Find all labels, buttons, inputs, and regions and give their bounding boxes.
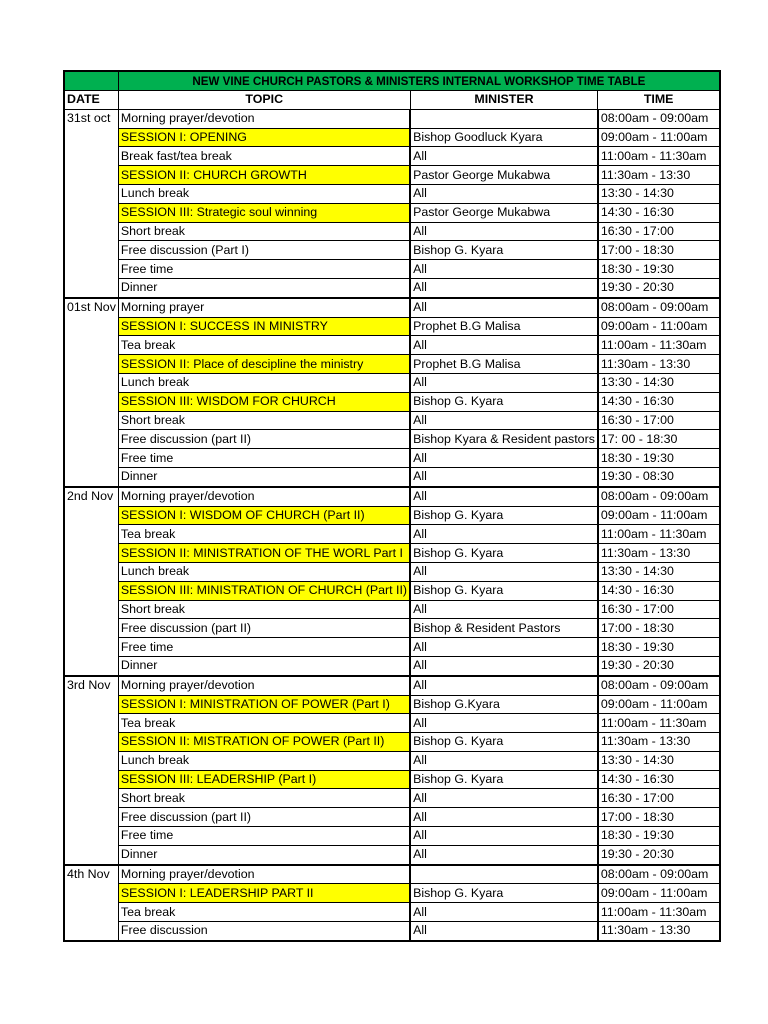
date-cell[interactable] [64, 656, 118, 675]
minister-cell[interactable]: All [410, 260, 598, 279]
time-cell[interactable]: 11:00am - 11:30am [598, 336, 720, 355]
table-row [64, 619, 720, 638]
topic-cell[interactable]: Tea break [118, 903, 410, 922]
minister-cell[interactable]: All [410, 222, 598, 241]
topic-cell[interactable]: Dinner [118, 467, 410, 486]
topic-cell[interactable]: Morning prayer [118, 298, 410, 317]
date-cell[interactable] [64, 203, 118, 222]
date-cell[interactable] [64, 392, 118, 411]
date-cell[interactable] [64, 241, 118, 260]
time-cell[interactable]: 13:30 - 14:30 [598, 184, 720, 203]
time-cell[interactable]: 09:00am - 11:00am [598, 506, 720, 525]
minister-cell[interactable] [410, 865, 598, 884]
date-cell[interactable] [64, 845, 118, 864]
topic-cell[interactable]: Free time [118, 638, 410, 657]
table-row [64, 827, 720, 846]
minister-cell[interactable]: Bishop G. Kyara [410, 770, 598, 789]
date-cell[interactable]: 4th Nov [64, 865, 118, 884]
date-cell[interactable] [64, 147, 118, 166]
table-row [64, 317, 720, 336]
topic-cell[interactable]: Short break [118, 411, 410, 430]
topic-cell[interactable]: SESSION II: MINISTRATION OF THE WORL Part I [118, 544, 410, 563]
topic-cell[interactable]: Dinner [118, 845, 410, 864]
date-cell[interactable] [64, 808, 118, 827]
date-cell[interactable] [64, 467, 118, 486]
minister-cell[interactable]: Pastor George Mukabwa [410, 203, 598, 222]
topic-cell[interactable]: Short break [118, 222, 410, 241]
minister-cell[interactable]: All [410, 184, 598, 203]
table-row [64, 411, 720, 430]
topic-cell[interactable]: SESSION I: WISDOM OF CHURCH (Part II) [118, 506, 410, 525]
time-cell[interactable]: 19:30 - 20:30 [598, 278, 720, 297]
time-cell[interactable]: 19:30 - 08:30 [598, 467, 720, 486]
minister-cell[interactable]: All [410, 562, 598, 581]
minister-cell[interactable]: All [410, 638, 598, 657]
time-cell[interactable]: 16:30 - 17:00 [598, 411, 720, 430]
topic-cell[interactable]: Morning prayer/devotion [118, 865, 410, 884]
minister-cell[interactable]: Bishop Goodluck Kyara [410, 128, 598, 147]
time-cell[interactable]: 08:00am - 09:00am [598, 865, 720, 884]
table-row [64, 733, 720, 752]
minister-cell[interactable]: All [410, 827, 598, 846]
minister-cell[interactable]: Bishop Kyara & Resident pastors [410, 430, 598, 449]
topic-cell[interactable]: SESSION III: MINISTRATION OF CHURCH (Part II) [118, 581, 410, 600]
table-row [64, 714, 720, 733]
table-row [64, 544, 720, 563]
time-cell[interactable]: 16:30 - 17:00 [598, 789, 720, 808]
topic-cell[interactable]: Morning prayer/devotion [118, 487, 410, 506]
time-cell[interactable]: 11:30am - 13:30 [598, 166, 720, 185]
time-cell[interactable]: 14:30 - 16:30 [598, 203, 720, 222]
date-cell[interactable] [64, 128, 118, 147]
topic-cell[interactable]: SESSION I: SUCCESS IN MINISTRY [118, 317, 410, 336]
time-cell[interactable]: 17: 00 - 18:30 [598, 430, 720, 449]
minister-cell[interactable]: Bishop G.Kyara [410, 695, 598, 714]
time-cell[interactable]: 17:00 - 18:30 [598, 241, 720, 260]
topic-cell[interactable]: SESSION II: CHURCH GROWTH [118, 166, 410, 185]
table-row [64, 166, 720, 185]
topic-cell[interactable]: Lunch break [118, 562, 410, 581]
table-row [64, 808, 720, 827]
topic-cell[interactable]: Morning prayer/devotion [118, 109, 410, 128]
minister-cell[interactable]: Bishop G. Kyara [410, 733, 598, 752]
topic-cell[interactable]: SESSION III: Strategic soul winning [118, 203, 410, 222]
minister-cell[interactable]: All [410, 147, 598, 166]
time-cell[interactable]: 09:00am - 11:00am [598, 317, 720, 336]
table-row [64, 184, 720, 203]
table-row [64, 487, 720, 506]
date-cell[interactable] [64, 373, 118, 392]
minister-cell[interactable]: All [410, 298, 598, 317]
topic-cell[interactable]: Free discussion (part II) [118, 619, 410, 638]
time-cell[interactable]: 08:00am - 09:00am [598, 676, 720, 695]
title-row [64, 71, 720, 91]
date-cell[interactable] [64, 827, 118, 846]
date-cell[interactable]: 01st Nov [64, 298, 118, 317]
date-cell[interactable] [64, 544, 118, 563]
topic-cell[interactable]: Morning prayer/devotion [118, 676, 410, 695]
date-cell[interactable]: 2nd Nov [64, 487, 118, 506]
table-row [64, 903, 720, 922]
table-row [64, 109, 720, 128]
table-row [64, 525, 720, 544]
header-date[interactable]: DATE [64, 91, 118, 110]
time-cell[interactable]: 18:30 - 19:30 [598, 449, 720, 468]
date-cell[interactable] [64, 751, 118, 770]
table-row [64, 676, 720, 695]
minister-cell[interactable]: Bishop G. Kyara [410, 241, 598, 260]
topic-cell[interactable]: Lunch break [118, 751, 410, 770]
topic-cell[interactable]: SESSION I: OPENING [118, 128, 410, 147]
minister-cell[interactable]: Prophet B.G Malisa [410, 317, 598, 336]
topic-cell[interactable]: Lunch break [118, 184, 410, 203]
time-cell[interactable]: 14:30 - 16:30 [598, 392, 720, 411]
minister-cell[interactable]: All [410, 789, 598, 808]
topic-cell[interactable]: Short break [118, 600, 410, 619]
header-topic[interactable]: TOPIC [118, 91, 410, 110]
time-cell[interactable]: 13:30 - 14:30 [598, 751, 720, 770]
table-row [64, 222, 720, 241]
date-cell[interactable] [64, 317, 118, 336]
topic-cell[interactable]: SESSION I: MINISTRATION OF POWER (Part I) [118, 695, 410, 714]
minister-cell[interactable]: All [410, 903, 598, 922]
date-cell[interactable] [64, 166, 118, 185]
table-row [64, 298, 720, 317]
topic-cell[interactable]: SESSION I: LEADERSHIP PART II [118, 884, 410, 903]
date-cell[interactable] [64, 770, 118, 789]
date-cell[interactable] [64, 733, 118, 752]
topic-cell[interactable]: SESSION II: Place of descipline the ministry [118, 355, 410, 374]
table-row [64, 336, 720, 355]
minister-cell[interactable]: Bishop G. Kyara [410, 544, 598, 563]
minister-cell[interactable]: All [410, 278, 598, 297]
date-cell[interactable] [64, 260, 118, 279]
time-cell[interactable]: 19:30 - 20:30 [598, 656, 720, 675]
time-cell[interactable]: 11:00am - 11:30am [598, 147, 720, 166]
date-cell[interactable] [64, 430, 118, 449]
date-cell[interactable] [64, 278, 118, 297]
minister-cell[interactable]: All [410, 600, 598, 619]
date-cell[interactable] [64, 562, 118, 581]
date-cell[interactable] [64, 903, 118, 922]
date-cell[interactable] [64, 619, 118, 638]
table-row [64, 695, 720, 714]
time-cell[interactable]: 11:30am - 13:30 [598, 355, 720, 374]
table-row [64, 638, 720, 657]
header-time[interactable]: TIME [598, 91, 720, 110]
table-row [64, 260, 720, 279]
table-row [64, 430, 720, 449]
date-cell[interactable] [64, 695, 118, 714]
time-cell[interactable]: 09:00am - 11:00am [598, 884, 720, 903]
date-cell[interactable] [64, 638, 118, 657]
table-row [64, 147, 720, 166]
topic-cell[interactable]: Free time [118, 449, 410, 468]
table-row [64, 392, 720, 411]
minister-cell[interactable]: All [410, 411, 598, 430]
table-row [64, 373, 720, 392]
date-cell[interactable] [64, 581, 118, 600]
time-cell[interactable]: 11:00am - 11:30am [598, 714, 720, 733]
table-row [64, 884, 720, 903]
minister-cell[interactable]: Bishop & Resident Pastors [410, 619, 598, 638]
time-cell[interactable]: 19:30 - 20:30 [598, 845, 720, 864]
topic-cell[interactable]: Break fast/tea break [118, 147, 410, 166]
topic-cell[interactable]: Tea break [118, 336, 410, 355]
time-cell[interactable]: 11:00am - 11:30am [598, 525, 720, 544]
date-cell[interactable] [64, 506, 118, 525]
date-cell[interactable]: 3rd Nov [64, 676, 118, 695]
table-row [64, 355, 720, 374]
table-row [64, 562, 720, 581]
time-cell[interactable]: 11:30am - 13:30 [598, 544, 720, 563]
minister-cell[interactable]: All [410, 845, 598, 864]
table-row [64, 789, 720, 808]
minister-cell[interactable]: Bishop G. Kyara [410, 506, 598, 525]
date-cell[interactable] [64, 884, 118, 903]
time-cell[interactable]: 13:30 - 14:30 [598, 562, 720, 581]
minister-cell[interactable]: All [410, 336, 598, 355]
date-cell[interactable] [64, 355, 118, 374]
time-cell[interactable]: 08:00am - 09:00am [598, 298, 720, 317]
time-cell[interactable]: 14:30 - 16:30 [598, 770, 720, 789]
table-row [64, 656, 720, 675]
table-title[interactable]: NEW VINE CHURCH PASTORS & MINISTERS INTERNAL WORKSHOP TIME TABLE [118, 71, 719, 91]
header-minister[interactable]: MINISTER [410, 91, 598, 110]
time-cell[interactable]: 09:00am - 11:00am [598, 695, 720, 714]
topic-cell[interactable]: Free discussion (Part I) [118, 241, 410, 260]
table-row [64, 203, 720, 222]
minister-cell[interactable]: All [410, 676, 598, 695]
table-row [64, 922, 720, 941]
minister-cell[interactable]: All [410, 922, 598, 941]
time-cell[interactable]: 08:00am - 09:00am [598, 487, 720, 506]
minister-cell[interactable] [410, 109, 598, 128]
topic-cell[interactable]: Free discussion [118, 922, 410, 941]
table-row [64, 581, 720, 600]
date-cell[interactable] [64, 525, 118, 544]
time-cell[interactable]: 17:00 - 18:30 [598, 619, 720, 638]
minister-cell[interactable]: All [410, 714, 598, 733]
date-cell[interactable] [64, 789, 118, 808]
table-row [64, 467, 720, 486]
time-cell[interactable]: 18:30 - 19:30 [598, 827, 720, 846]
time-cell[interactable]: 14:30 - 16:30 [598, 581, 720, 600]
topic-cell[interactable]: Tea break [118, 714, 410, 733]
table-row [64, 506, 720, 525]
minister-cell[interactable]: Bishop G. Kyara [410, 884, 598, 903]
time-cell[interactable]: 18:30 - 19:30 [598, 260, 720, 279]
minister-cell[interactable]: All [410, 656, 598, 675]
table-row [64, 128, 720, 147]
date-cell[interactable] [64, 600, 118, 619]
table-row [64, 241, 720, 260]
minister-cell[interactable]: All [410, 487, 598, 506]
table-row [64, 845, 720, 864]
date-cell[interactable] [64, 184, 118, 203]
table-row [64, 751, 720, 770]
minister-cell[interactable]: All [410, 373, 598, 392]
time-cell[interactable]: 08:00am - 09:00am [598, 109, 720, 128]
topic-cell[interactable]: Dinner [118, 278, 410, 297]
minister-cell[interactable]: Prophet B.G Malisa [410, 355, 598, 374]
table-row [64, 600, 720, 619]
topic-cell[interactable]: SESSION III: LEADERSHIP (Part I) [118, 770, 410, 789]
minister-cell[interactable]: All [410, 449, 598, 468]
table-row [64, 770, 720, 789]
minister-cell[interactable]: Bishop G. Kyara [410, 392, 598, 411]
time-cell[interactable]: 11:30am - 13:30 [598, 922, 720, 941]
topic-cell[interactable]: SESSION II: MISTRATION OF POWER (Part II) [118, 733, 410, 752]
time-cell[interactable]: 16:30 - 17:00 [598, 222, 720, 241]
table-row [64, 278, 720, 297]
date-cell[interactable] [64, 222, 118, 241]
topic-cell[interactable]: SESSION III: WISDOM FOR CHURCH [118, 392, 410, 411]
time-cell[interactable]: 13:30 - 14:30 [598, 373, 720, 392]
date-cell[interactable] [64, 449, 118, 468]
topic-cell[interactable]: Short break [118, 789, 410, 808]
topic-cell[interactable]: Free discussion (part II) [118, 808, 410, 827]
topic-cell[interactable]: Tea break [118, 525, 410, 544]
timetable [63, 70, 721, 942]
minister-cell[interactable]: All [410, 467, 598, 486]
minister-cell[interactable]: All [410, 808, 598, 827]
time-cell[interactable]: 11:00am - 11:30am [598, 903, 720, 922]
date-cell[interactable] [64, 336, 118, 355]
topic-cell[interactable]: Dinner [118, 656, 410, 675]
table-row [64, 865, 720, 884]
time-cell[interactable]: 17:00 - 18:30 [598, 808, 720, 827]
time-cell[interactable]: 18:30 - 19:30 [598, 638, 720, 657]
topic-cell[interactable]: Lunch break [118, 373, 410, 392]
topic-cell[interactable]: Free time [118, 827, 410, 846]
topic-cell[interactable]: Free time [118, 260, 410, 279]
minister-cell[interactable]: Bishop G. Kyara [410, 581, 598, 600]
date-cell[interactable] [64, 714, 118, 733]
time-cell[interactable]: 09:00am - 11:00am [598, 128, 720, 147]
minister-cell[interactable]: Pastor George Mukabwa [410, 166, 598, 185]
table-row [64, 449, 720, 468]
minister-cell[interactable]: All [410, 525, 598, 544]
header-row [64, 91, 720, 110]
date-cell[interactable] [64, 411, 118, 430]
date-cell[interactable] [64, 922, 118, 941]
date-cell[interactable]: 31st oct [64, 109, 118, 128]
time-cell[interactable]: 11:30am - 13:30 [598, 733, 720, 752]
minister-cell[interactable]: All [410, 751, 598, 770]
time-cell[interactable]: 16:30 - 17:00 [598, 600, 720, 619]
title-corner-cell[interactable] [64, 71, 118, 91]
topic-cell[interactable]: Free discussion (part II) [118, 430, 410, 449]
